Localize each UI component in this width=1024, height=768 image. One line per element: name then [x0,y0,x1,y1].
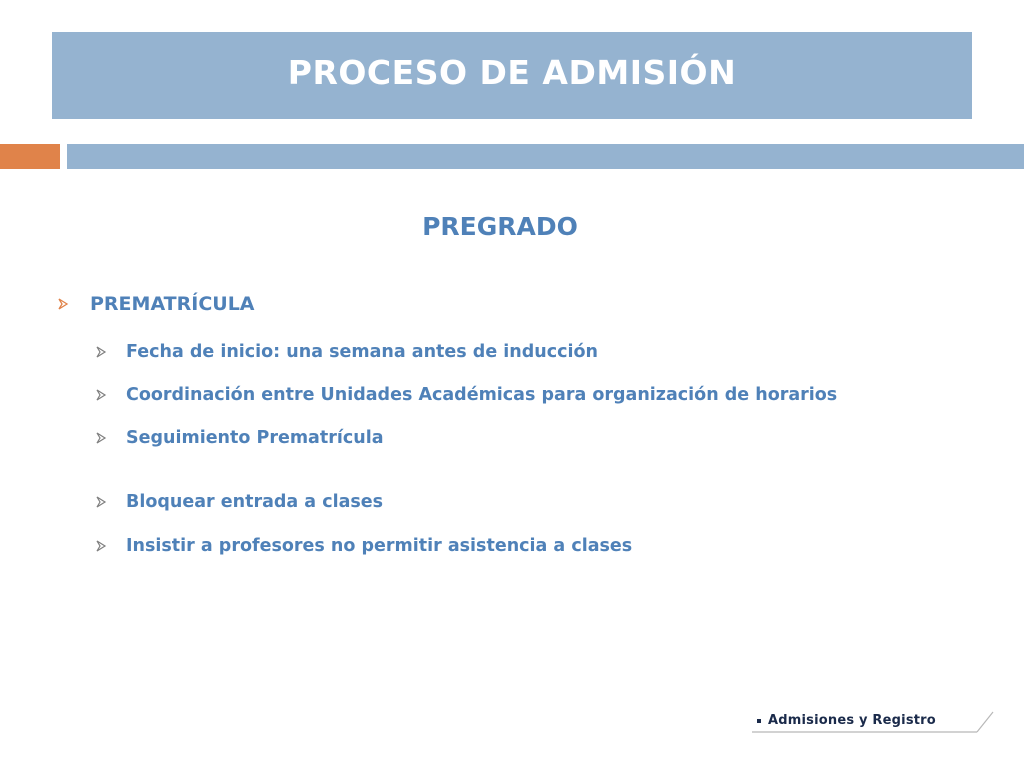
bullet-item [94,385,837,405]
bullet-item [94,428,384,448]
bullet-item-text: Bloquear entrada a clases [126,492,384,512]
bullet-heading [56,293,255,315]
arrow-bullet-icon [94,431,108,445]
arrow-bullet-icon [94,495,108,509]
bullet-item-text: Insistir a profesores no permitir asistencia a clases [126,536,633,556]
bullet-item [94,536,632,556]
bullet-item [94,342,598,362]
arrow-bullet-icon [94,539,108,553]
footer-logo-text: Admisiones y Registro [768,713,936,728]
bullet-item-text: Seguimiento Prematrícula [126,428,384,448]
bullet-item-text: Fecha de inicio: una semana antes de inducción [126,342,598,362]
arrow-bullet-icon [94,388,108,402]
bullet-item [94,492,383,512]
slide-subtitle: PREGRADO [422,212,578,241]
bullet-heading-text: PREMATRÍCULA [90,293,255,315]
arrow-bullet-icon [56,297,70,311]
bullet-item-text: Coordinación entre Unidades Académicas para organización de horarios [126,385,838,405]
arrow-bullet-icon [94,345,108,359]
slide-title: PROCESO DE ADMISIÓN [287,53,737,92]
